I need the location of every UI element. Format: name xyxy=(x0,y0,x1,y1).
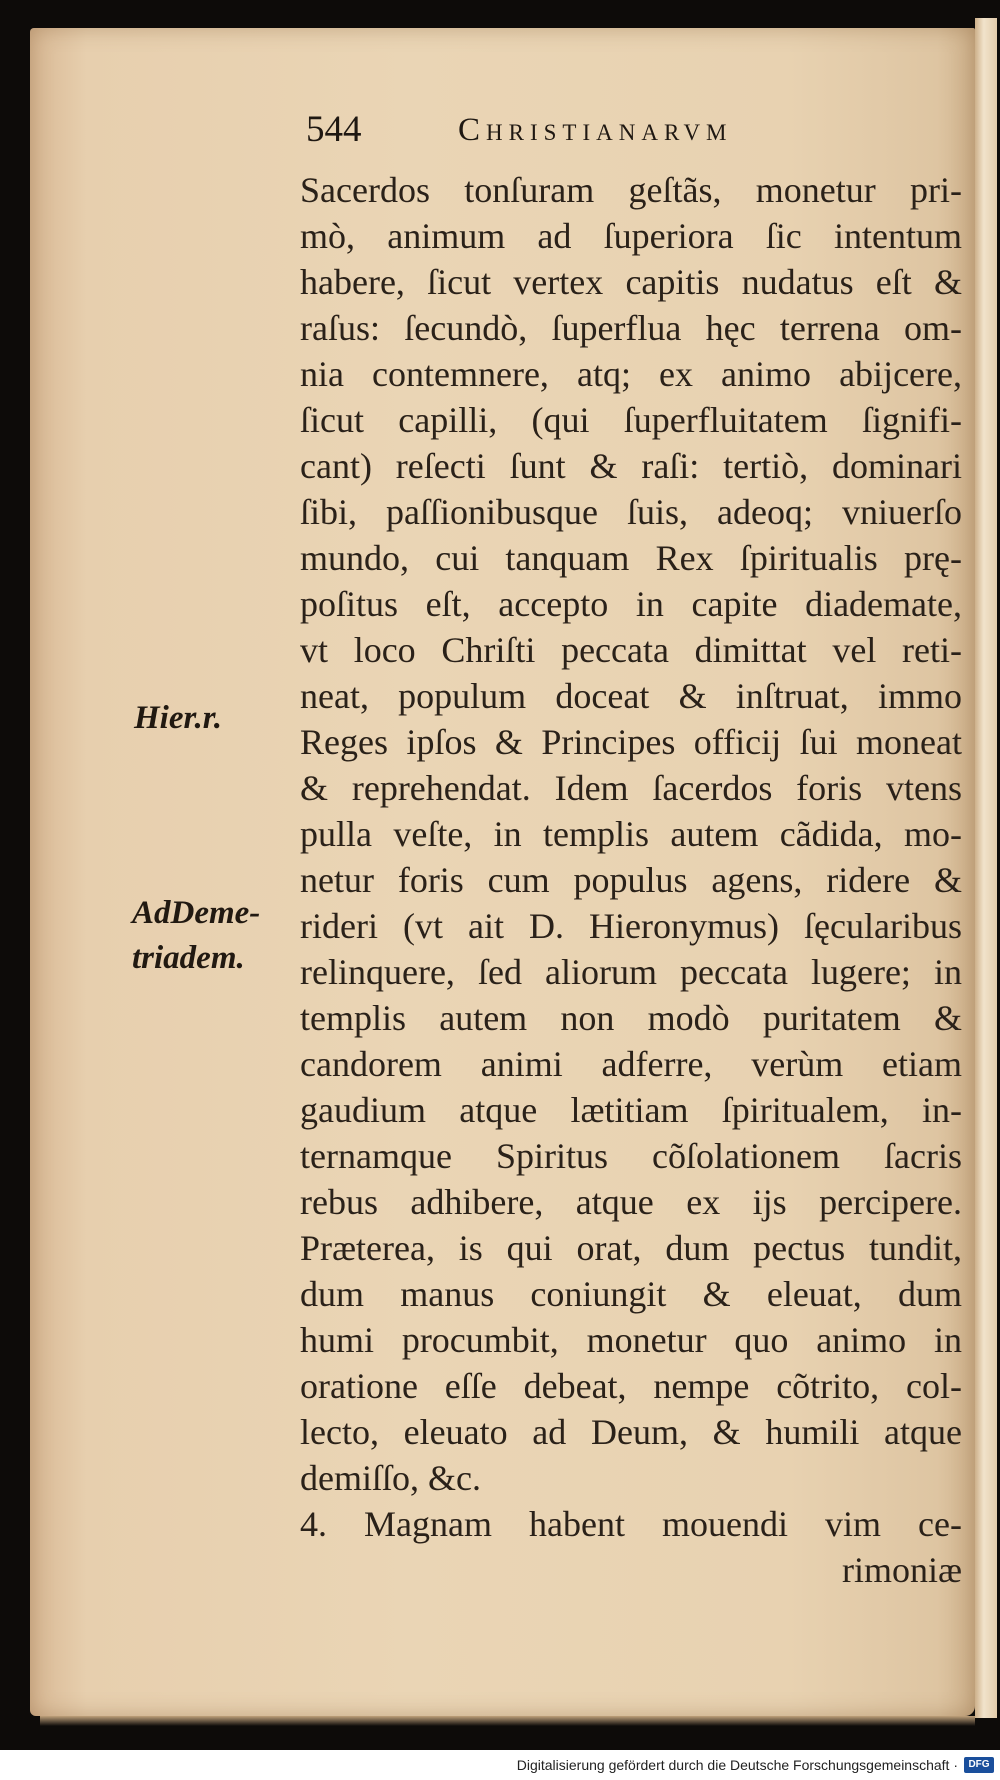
text-line: Præterea, is qui orat, dum pectus tundit, xyxy=(300,1228,962,1268)
text-line: dum manus coniungit & eleuat, dum xyxy=(300,1274,962,1314)
footer-credit: Digitalisierung gefördert durch die Deutsche Forschungsgemeinschaft · xyxy=(516,1757,958,1773)
text-line: lecto, eleuato ad Deum, & humili atque xyxy=(300,1412,962,1452)
text-line: demiſſo, &c. xyxy=(300,1458,481,1498)
text-line: ternamque Spiritus cõſolationem ſacris xyxy=(300,1136,962,1176)
margin-note-hieronymus: Hier.r. xyxy=(134,700,223,736)
text-line: Sacerdos tonſuram geſtãs, monetur pri- xyxy=(300,170,962,210)
text-line: mundo, cui tanquam Rex ſpiritualis prę- xyxy=(300,538,962,578)
text-line: templis autem non modò puritatem & xyxy=(300,998,962,1038)
text-line: habere, ſicut vertex capitis nudatus eſt & xyxy=(300,262,962,302)
text-line: poſitus eſt, accepto in capite diademate, xyxy=(300,584,962,624)
text-line: oratione eſſe debeat, nempe cõtrito, col- xyxy=(300,1366,962,1406)
margin-note-ad-demetriadem-2: triadem. xyxy=(132,940,245,976)
catchword: rimoniæ xyxy=(841,1550,962,1590)
text-line: humi procumbit, monetur quo animo in xyxy=(300,1320,962,1360)
text-line: candorem animi adferre, verùm etiam xyxy=(300,1044,962,1084)
text-line: nia contemnere, atq; ex animo abijcere, xyxy=(300,354,962,394)
page-edge xyxy=(975,18,997,1718)
dfg-logo: DFG xyxy=(964,1757,994,1773)
page-number: 544 xyxy=(306,109,362,150)
text-line: pulla veſte, in templis autem cãdida, mo- xyxy=(300,814,962,854)
running-head xyxy=(306,108,866,152)
text-line: relinquere, ſed aliorum peccata lugere; in xyxy=(300,952,962,992)
text-line: vt loco Chriſti peccata dimittat vel reti- xyxy=(300,630,962,670)
text-line: ſicut capilli, (qui ſuperfluitatem ſignifi- xyxy=(300,400,962,440)
text-line: ſibi, paſſionibusque ſuis, adeoq; vniuerſo xyxy=(300,492,962,532)
text-line: neat, populum doceat & inſtruat, immo xyxy=(300,676,962,716)
text-line: & reprehendat. Idem ſacerdos foris vtens xyxy=(300,768,962,808)
text-line: raſus: ſecundò, ſuperflua hęc terrena om- xyxy=(300,308,962,348)
text-line: rebus adhibere, atque ex ijs percipere. xyxy=(300,1182,962,1222)
header-title: Christianarvm xyxy=(458,112,733,148)
text-line: mò, animum ad ſuperiora ſic intentum xyxy=(300,216,962,256)
text-line: rideri (vt ait D. Hieronymus) ſęcularibus xyxy=(300,906,962,946)
text-line: 4. Magnam habent mouendi vim ce- xyxy=(300,1504,962,1544)
text-line: cant) reſecti ſunt & raſi: tertiò, dominari xyxy=(300,446,962,486)
text-line: netur foris cum populus agens, ridere & xyxy=(300,860,962,900)
margin-note-ad-demetriadem-1: AdDeme- xyxy=(132,895,261,931)
text-line: Reges ipſos & Principes officij ſui moneat xyxy=(300,722,962,762)
page-bottom-edge xyxy=(40,1716,975,1726)
footer-bar xyxy=(0,1752,1000,1780)
text-line: gaudium atque lætitiam ſpiritualem, in- xyxy=(300,1090,962,1130)
